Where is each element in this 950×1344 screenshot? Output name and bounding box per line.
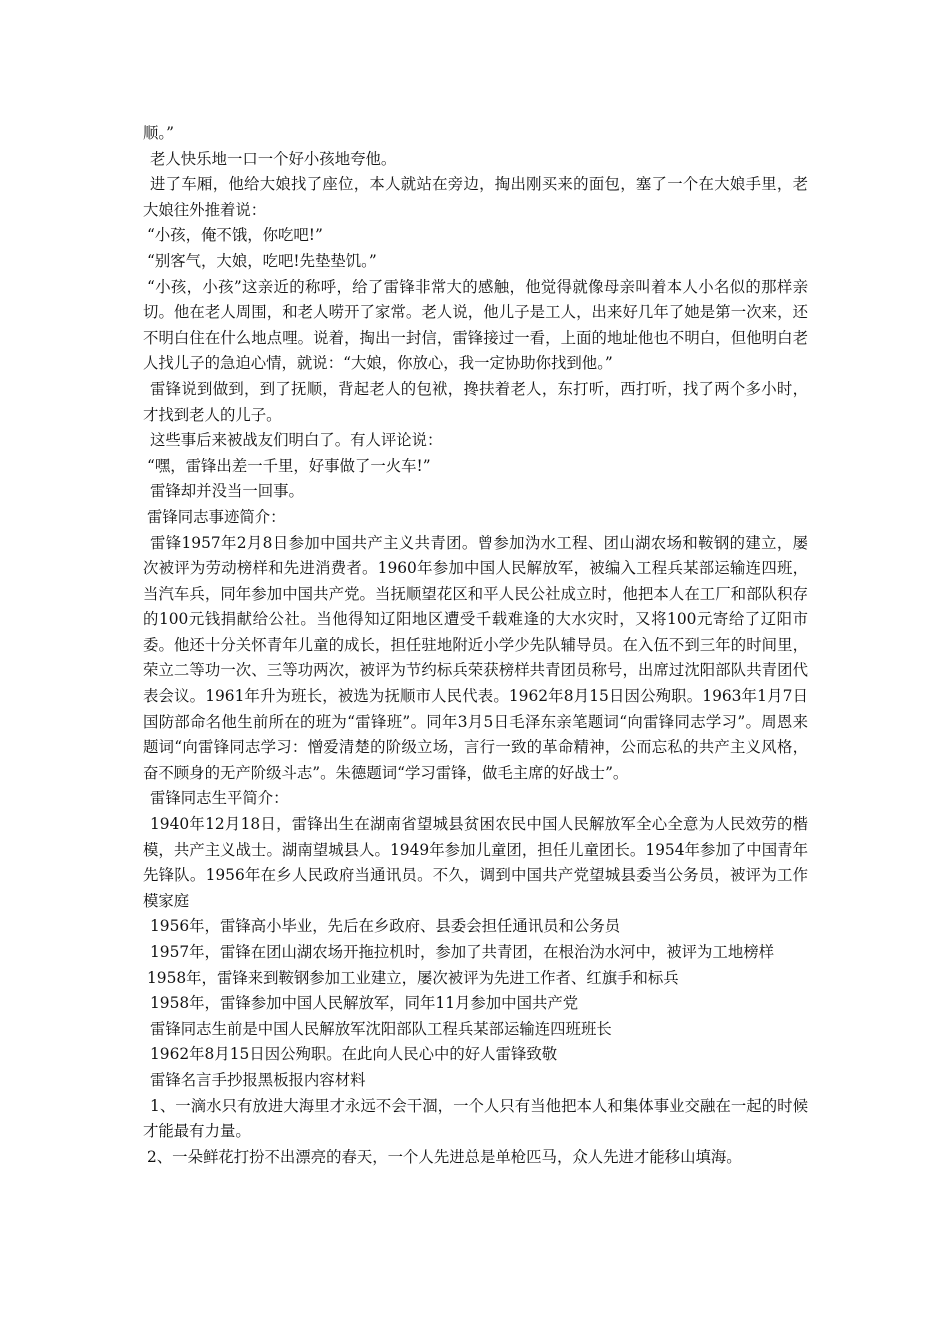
- paragraph: 1956年，雷锋高小毕业，先后在乡政府、县委会担任通讯员和公务员: [150, 917, 621, 936]
- paragraph: 雷锋同志生前是中国人民解放军沈阳部队工程兵某部运输连四班班长: [150, 1019, 612, 1038]
- paragraph: “小孩，小孩”这亲近的称呼，给了雷锋非常大的感触，他觉得就像母亲叫着本人小名似的那样亲切。他在老人周围，和老人唠开了家常。老人说，他儿子是工人，出来好几年了她是第一次来，还不明白住在什么地点哩。说着，掏出一封信，雷锋接过一看，上面的地址他也不明白，但他明白老人找儿子的急迫心情，就说：“大娘，你放心，我一定协助你找到他。”: [143, 277, 808, 373]
- paragraph: 1958年，雷锋参加中国人民解放军，同年11月参加中国共产党: [150, 994, 579, 1013]
- paragraph: 这些事后来被战友们明白了。有人评论说：: [150, 431, 443, 450]
- paragraph: 雷锋却并没当一回事。: [150, 482, 304, 501]
- list-item: 1、一滴水只有放进大海里才永远不会干涸，一个人只有当他把本人和集体事业交融在一起的时候才能最有力量。: [143, 1096, 808, 1141]
- section-heading: 雷锋同志生平简介：: [150, 789, 289, 808]
- paragraph: “小孩，俺不饿，你吃吧!”: [147, 226, 323, 245]
- paragraph: 顺。”: [143, 124, 174, 142]
- list-item: 2、一朵鲜花打扮不出漂亮的春天，一个人先进总是单枪匹马，众人先进才能移山填海。: [147, 1147, 742, 1166]
- paragraph: “别客气，大娘，吃吧!先垫垫饥。”: [147, 251, 377, 270]
- paragraph: 老人快乐地一口一个好小孩地夸他。: [150, 149, 397, 168]
- section-heading: 雷锋同志事迹简介：: [147, 507, 286, 526]
- paragraph: 1958年，雷锋来到鞍钢参加工业建立，屡次被评为先进工作者、红旗手和标兵: [147, 968, 679, 987]
- paragraph: 雷锋1957年2月8日参加中国共产主义共青团。曾参加沩水工程、团山湖农场和鞍钢的建立，屡次被评为劳动榜样和先进消费者。1960年参加中国人民解放军，被编入工程兵某部运输连四班，当汽车兵，同年参加中国共产党。当抚顺望花区和平人民公社成立时，他把本人在工厂和部队积存的100元钱捐献给公社。当他得知辽阳地区遭受千载难逢的大水灾时，又将100元寄给了辽阳市委。他还十分关怀青年儿童的成长，担任驻地附近小学少先队辅导员。在入伍不到三年的时间里，荣立二等功一次、三等功两次，被评为节约标兵荣获榜样共青团员称号，出席过沈阳部队共青团代表会议。1961年升为班长，被选为抚顺市人民代表。1962年8月15日因公殉职。1963年1月7日国防部命名他生前所在的班为“雷锋班”。同年3月5日毛泽东亲笔题词“向雷锋同志学习”。周恩来题词“向雷锋同志学习：憎爱清楚的阶级立场，言行一致的革命精神，公而忘私的共产主义风格，奋不顾身的无产阶级斗志”。朱德题词“学习雷锋，做毛主席的好战士”。: [143, 533, 808, 782]
- paragraph: “嘿，雷锋出差一千里，好事做了一火车!”: [147, 456, 431, 475]
- paragraph: 雷锋说到做到，到了抚顺，背起老人的包袱，搀扶着老人，东打听，西打听，找了两个多小时，才找到老人的儿子。: [143, 379, 808, 424]
- paragraph: 1957年，雷锋在团山湖农场开拖拉机时，参加了共青团，在根治沩水河中，被评为工地榜样: [150, 943, 775, 961]
- section-heading: 雷锋名言手抄报黑板报内容材料: [150, 1070, 366, 1089]
- document-page: [143, 121, 808, 1170]
- paragraph: 进了车厢，他给大娘找了座位，本人就站在旁边，掏出刚买来的面包，塞了一个在大娘手里，老大娘往外推着说：: [143, 175, 808, 219]
- paragraph: 1940年12月18日，雷锋出生在湖南省望城县贫困农民中国人民解放军全心全意为人民效劳的楷模，共产主义战士。湖南望城县人。1949年参加儿童团，担任儿童团长。1954年参加了中国青年先锋队。1956年在乡人民政府当通讯员。不久，调到中国共产党望城县委当公务员，被评为工作模家庭: [143, 815, 808, 910]
- paragraph: 1962年8月15日因公殉职。在此向人民心中的好人雷锋致敬: [150, 1045, 558, 1064]
